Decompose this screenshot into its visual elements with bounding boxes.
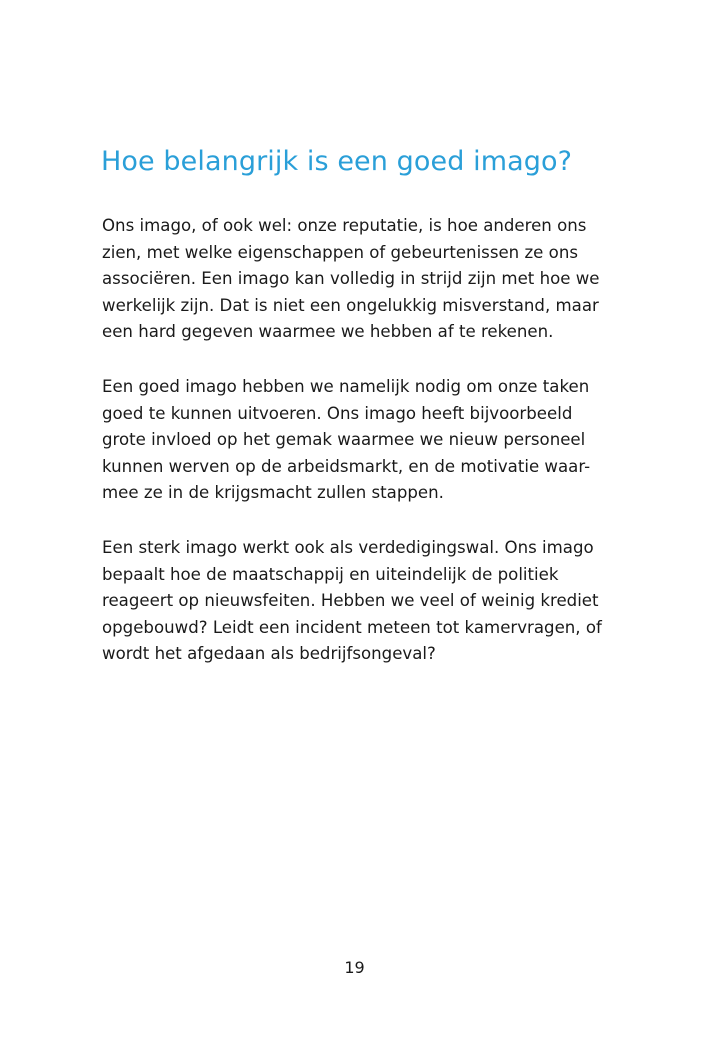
text-line: zien, met welke eigenschappen of gebeurtenissen ze ons [102,242,578,262]
text-line: een hard gegeven waarmee we hebben af te rekenen. [102,322,554,342]
paragraph-3 [102,535,642,668]
text-line: wordt het afgedaan als bedrijfsongeval? [102,644,436,664]
paragraph-1 [102,213,642,346]
text-line: goed te kunnen uitvoeren. Ons imago heeft bijvoorbeeld [102,403,573,423]
text-line: associëren. Een imago kan volledig in strijd zijn met hoe we [102,269,600,289]
text-line: bepaalt hoe de maatschappij en uiteindelijk de politiek [102,564,559,584]
text-line: reageert op nieuwsfeiten. Hebben we veel of weinig krediet [102,591,599,611]
text-line: werkelijk zijn. Dat is niet een ongelukkig misverstand, maar [102,295,599,315]
text-line: opgebouwd? Leidt een incident meteen tot kamervragen, of [102,617,602,637]
text-line: kunnen werven op de arbeidsmarkt, en de motivatie waar- [102,456,591,476]
text-line: Een goed imago hebben we namelijk nodig om onze taken [102,376,590,396]
text-line: Een sterk imago werkt ook als verdedigingswal. Ons imago [102,537,594,557]
text-line: grote invloed op het gemak waarmee we nieuw personeel [102,430,586,450]
text-line: mee ze in de krijgsmacht zullen stappen. [102,483,444,503]
page-heading: Hoe belangrijk is een goed imago? [101,146,573,177]
body-text [102,213,642,696]
text-line: Ons imago, of ook wel: onze reputatie, is hoe anderen ons [102,216,587,235]
page-number: 19 [344,958,365,977]
paragraph-2 [102,374,642,507]
